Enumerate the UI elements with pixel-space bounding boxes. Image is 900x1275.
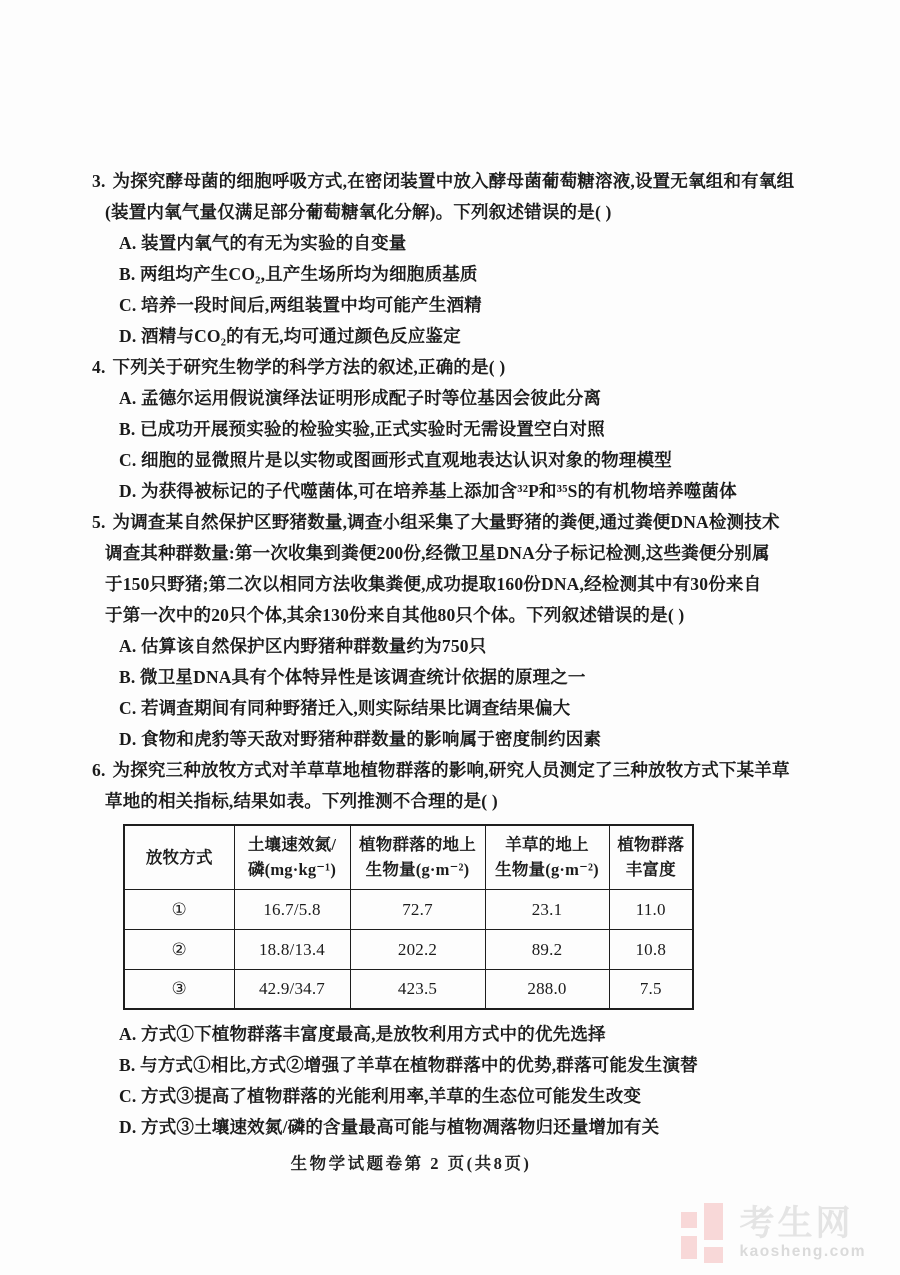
question-number: 3. bbox=[92, 171, 106, 191]
table-cell: ② bbox=[124, 929, 234, 969]
kaosheng-logo-icon bbox=[681, 1203, 727, 1263]
question-stem-line: 为调查某自然保护区野猪数量,调查小组采集了大量野猪的粪便,通过粪便DNA检测技术 bbox=[112, 512, 780, 532]
question-3 bbox=[92, 166, 828, 352]
option-a: A. 孟德尔运用假说演绎法证明形成配子时等位基因会彼此分离 bbox=[119, 388, 602, 408]
question-number: 5. bbox=[92, 512, 106, 532]
table-cell: 23.1 bbox=[485, 889, 609, 929]
question-stem-line: (装置内氧气量仅满足部分葡萄糖氧化分解)。下列叙述错误的是( ) bbox=[105, 202, 612, 222]
option-b: B. 两组均产生CO₂,且产生场所均为细胞质基质 bbox=[119, 264, 478, 284]
table-cell: 18.8/13.4 bbox=[234, 929, 350, 969]
option-d: D. 为获得被标记的子代噬菌体,可在培养基上添加含³²P和³⁵S的有机物培养噬菌体 bbox=[119, 481, 737, 501]
option-c: C. 培养一段时间后,两组装置中均可能产生酒精 bbox=[119, 295, 482, 315]
watermark-site: kaosheng.com bbox=[739, 1243, 866, 1261]
watermark-brand: 考生网 bbox=[739, 1204, 854, 1244]
table-row bbox=[124, 969, 693, 1009]
header-soil-np: 土壤速效氮/ 磷(mg·kg⁻¹) bbox=[234, 825, 350, 889]
question-number: 4. bbox=[92, 357, 106, 377]
option-c: C. 细胞的显微照片是以实物或图画形式直观地表达认识对象的物理模型 bbox=[119, 450, 672, 470]
table-cell: 42.9/34.7 bbox=[234, 969, 350, 1009]
grazing-data-table bbox=[123, 824, 694, 1010]
option-b: B. 已成功开展预实验的检验实验,正式实验时无需设置空白对照 bbox=[119, 419, 605, 439]
question-stem-line: 为探究酵母菌的细胞呼吸方式,在密闭装置中放入酵母菌葡萄糖溶液,设置无氧组和有氧组 bbox=[112, 171, 795, 191]
question-stem-line: 于第一次中的20只个体,其余130份来自其他80只个体。下列叙述错误的是( ) bbox=[105, 605, 685, 625]
option-c: C. 方式③提高了植物群落的光能利用率,羊草的生态位可能发生改变 bbox=[119, 1086, 642, 1106]
table-row bbox=[124, 929, 693, 969]
option-d: D. 方式③土壤速效氮/磷的含量最高可能与植物凋落物归还量增加有关 bbox=[119, 1117, 660, 1137]
table-cell: ③ bbox=[124, 969, 234, 1009]
table-cell: 202.2 bbox=[350, 929, 485, 969]
table-cell: 72.7 bbox=[350, 889, 485, 929]
option-d: D. 酒精与CO₂的有无,均可通过颜色反应鉴定 bbox=[119, 326, 461, 346]
table-cell: 10.8 bbox=[609, 929, 693, 969]
question-stem-line: 为探究三种放牧方式对羊草草地植物群落的影响,研究人员测定了三种放牧方式下某羊草 bbox=[112, 760, 790, 780]
question-stem-line: 于150只野猪;第二次以相同方法收集粪便,成功提取160份DNA,经检测其中有30份来自 bbox=[105, 574, 762, 594]
option-a: A. 估算该自然保护区内野猪种群数量约为750只 bbox=[119, 636, 487, 656]
option-d: D. 食物和虎豹等天敌对野猪种群数量的影响属于密度制约因素 bbox=[119, 729, 602, 749]
question-stem-line: 草地的相关指标,结果如表。下列推测不合理的是( ) bbox=[105, 791, 498, 811]
header-grazing-mode: 放牧方式 bbox=[124, 825, 234, 889]
option-a: A. 装置内氧气的有无为实验的自变量 bbox=[119, 233, 407, 253]
option-b: B. 微卫星DNA具有个体特异性是该调查统计依据的原理之一 bbox=[119, 667, 586, 687]
table-cell: 423.5 bbox=[350, 969, 485, 1009]
page-footer: 生物学试题卷第 2 页(共8页) bbox=[290, 1154, 532, 1173]
question-stem-line: 调查其种群数量:第一次收集到粪便200份,经微卫星DNA分子标记检测,这些粪便分别属 bbox=[105, 543, 770, 563]
question-stem-line: 下列关于研究生物学的科学方法的叙述,正确的是( ) bbox=[112, 357, 506, 377]
question-5 bbox=[92, 507, 828, 755]
table-cell: 7.5 bbox=[609, 969, 693, 1009]
exam-content bbox=[92, 166, 828, 1143]
option-c: C. 若调查期间有同种野猪迁入,则实际结果比调查结果偏大 bbox=[119, 698, 571, 718]
table-wrapper bbox=[123, 824, 828, 1010]
table-cell: 89.2 bbox=[485, 929, 609, 969]
header-richness: 植物群落 丰富度 bbox=[609, 825, 693, 889]
header-leymus-biomass: 羊草的地上 生物量(g·m⁻²) bbox=[485, 825, 609, 889]
watermark-text bbox=[739, 1206, 866, 1260]
option-a: A. 方式①下植物群落丰富度最高,是放牧利用方式中的优先选择 bbox=[119, 1024, 606, 1044]
question-6 bbox=[92, 755, 828, 1143]
table-row bbox=[124, 889, 693, 929]
table-header-row bbox=[124, 825, 693, 889]
table-cell: 16.7/5.8 bbox=[234, 889, 350, 929]
table-cell: 11.0 bbox=[609, 889, 693, 929]
table-cell: ① bbox=[124, 889, 234, 929]
table-cell: 288.0 bbox=[485, 969, 609, 1009]
watermark bbox=[681, 1203, 866, 1263]
question-number: 6. bbox=[92, 760, 106, 780]
header-community-biomass: 植物群落的地上 生物量(g·m⁻²) bbox=[350, 825, 485, 889]
option-b: B. 与方式①相比,方式②增强了羊草在植物群落中的优势,群落可能发生演替 bbox=[119, 1055, 698, 1075]
question-4 bbox=[92, 352, 828, 507]
